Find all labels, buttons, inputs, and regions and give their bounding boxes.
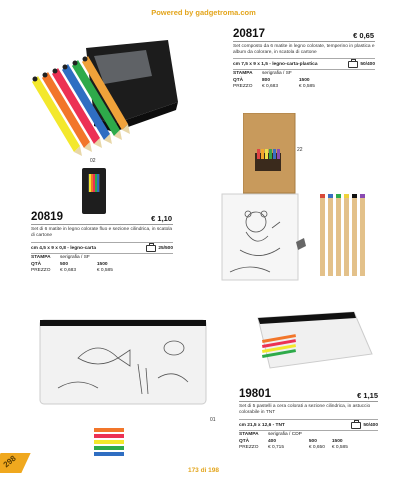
package-quantity — [348, 61, 375, 68]
product-dimensions: cm 7,5 x 9 x 1,5 - legno-carta-plastica — [233, 61, 318, 67]
table-row — [31, 255, 120, 262]
table-cell: STAMPA — [239, 432, 259, 437]
table-row — [233, 71, 322, 78]
crayon-case-image — [250, 310, 375, 372]
table-cell: € 0,715 — [268, 445, 285, 451]
kraft-pencil-box-image — [243, 113, 298, 195]
table-cell: PREZZO — [233, 84, 253, 90]
table-cell: 1500 — [331, 438, 343, 444]
fluo-pencil-box-image — [82, 168, 108, 216]
table-cell: STAMPA — [233, 71, 253, 76]
table-cell: € 0,683 — [60, 268, 77, 274]
package-quantity — [351, 422, 378, 429]
product-price-19801: € 1,15 — [357, 391, 378, 400]
product-code-20819: 20819 — [31, 211, 63, 223]
product-description-19801: Set di 5 pastelli a cera colorati a sezione cilindrica, in astuccio colorabile in TNT — [239, 404, 371, 416]
product-code-20817: 20817 — [233, 28, 265, 40]
table-cell: serigrafia / SF — [262, 71, 292, 76]
table-cell: PREZZO — [239, 445, 259, 451]
dimensions-row-20817 — [233, 58, 375, 70]
price-table-20819 — [31, 255, 120, 275]
product-description-20817: Set composto da 6 matite in legno colorate, temperino in plastica e album da colorare, in scatola di cartone — [233, 44, 375, 56]
table-cell: 500 — [60, 261, 69, 267]
image-ref-22: 22 — [297, 147, 303, 153]
divider — [239, 401, 378, 402]
table-cell: € 0,585 — [331, 445, 348, 451]
table-cell — [332, 432, 355, 439]
package-icon — [146, 245, 156, 252]
table-row — [239, 432, 355, 439]
package-quantity-value: 50/400 — [363, 422, 378, 428]
package-quantity-value: 25/500 — [158, 245, 173, 251]
divider — [233, 41, 375, 42]
image-ref-01: 01 — [210, 417, 216, 423]
table-cell: 500 — [308, 438, 317, 444]
price-table-20817 — [233, 71, 322, 91]
package-icon — [348, 61, 358, 68]
pencil-case-image — [38, 318, 210, 458]
product-dimensions: cm 4,5 x 9 x 0,8 - legno-carta — [31, 245, 97, 251]
product-price-20817: € 0,65 — [353, 31, 374, 40]
product-dimensions: cm 21,5 x 12,6 - TNT — [239, 422, 285, 428]
package-quantity-value: 50/400 — [360, 61, 375, 67]
dimensions-row-19801 — [239, 419, 378, 431]
table-cell: QTÀ — [233, 77, 244, 83]
table-cell: QTÀ — [239, 438, 250, 444]
product-price-20819: € 1,10 — [151, 214, 172, 223]
package-quantity — [146, 245, 173, 252]
table-cell: 400 — [268, 438, 277, 444]
image-ref-02: 02 — [90, 158, 96, 164]
product-code-19801: 19801 — [239, 388, 271, 400]
table-cell: € 0,650 — [308, 445, 325, 451]
pencil-box-image — [28, 38, 178, 160]
table-cell: 800 — [262, 77, 271, 83]
package-icon — [351, 422, 361, 429]
table-row — [31, 268, 120, 275]
table-cell: STAMPA — [31, 255, 51, 260]
source-header[interactable]: Powered by gadgetroma.com — [151, 8, 256, 17]
divider — [31, 224, 173, 225]
product-description-20819: Set di 6 matite in legno colorate fluo e sezione cilindrica, in scatola di cartone — [31, 227, 173, 239]
table-cell: € 0,585 — [96, 268, 113, 274]
table-cell — [309, 432, 332, 439]
table-cell: serigrafia / SF — [60, 255, 90, 260]
table-cell: PREZZO — [31, 268, 51, 274]
table-cell: 1500 — [96, 261, 108, 267]
table-cell: 1500 — [298, 77, 310, 83]
table-cell — [299, 71, 322, 78]
table-cell — [97, 255, 120, 262]
table-row — [239, 445, 355, 452]
table-cell: QTÀ — [31, 261, 42, 267]
table-cell: € 0,585 — [298, 84, 315, 90]
coloring-set-image — [220, 192, 370, 284]
price-table-19801 — [239, 432, 355, 452]
table-cell: serigrafia / CDP — [268, 432, 302, 437]
page-number: 298 — [1, 453, 18, 470]
dimensions-row-20819 — [31, 242, 173, 254]
page-counter: 173 di 198 — [187, 467, 220, 474]
table-row — [233, 84, 322, 91]
table-cell: € 0,683 — [262, 84, 279, 90]
